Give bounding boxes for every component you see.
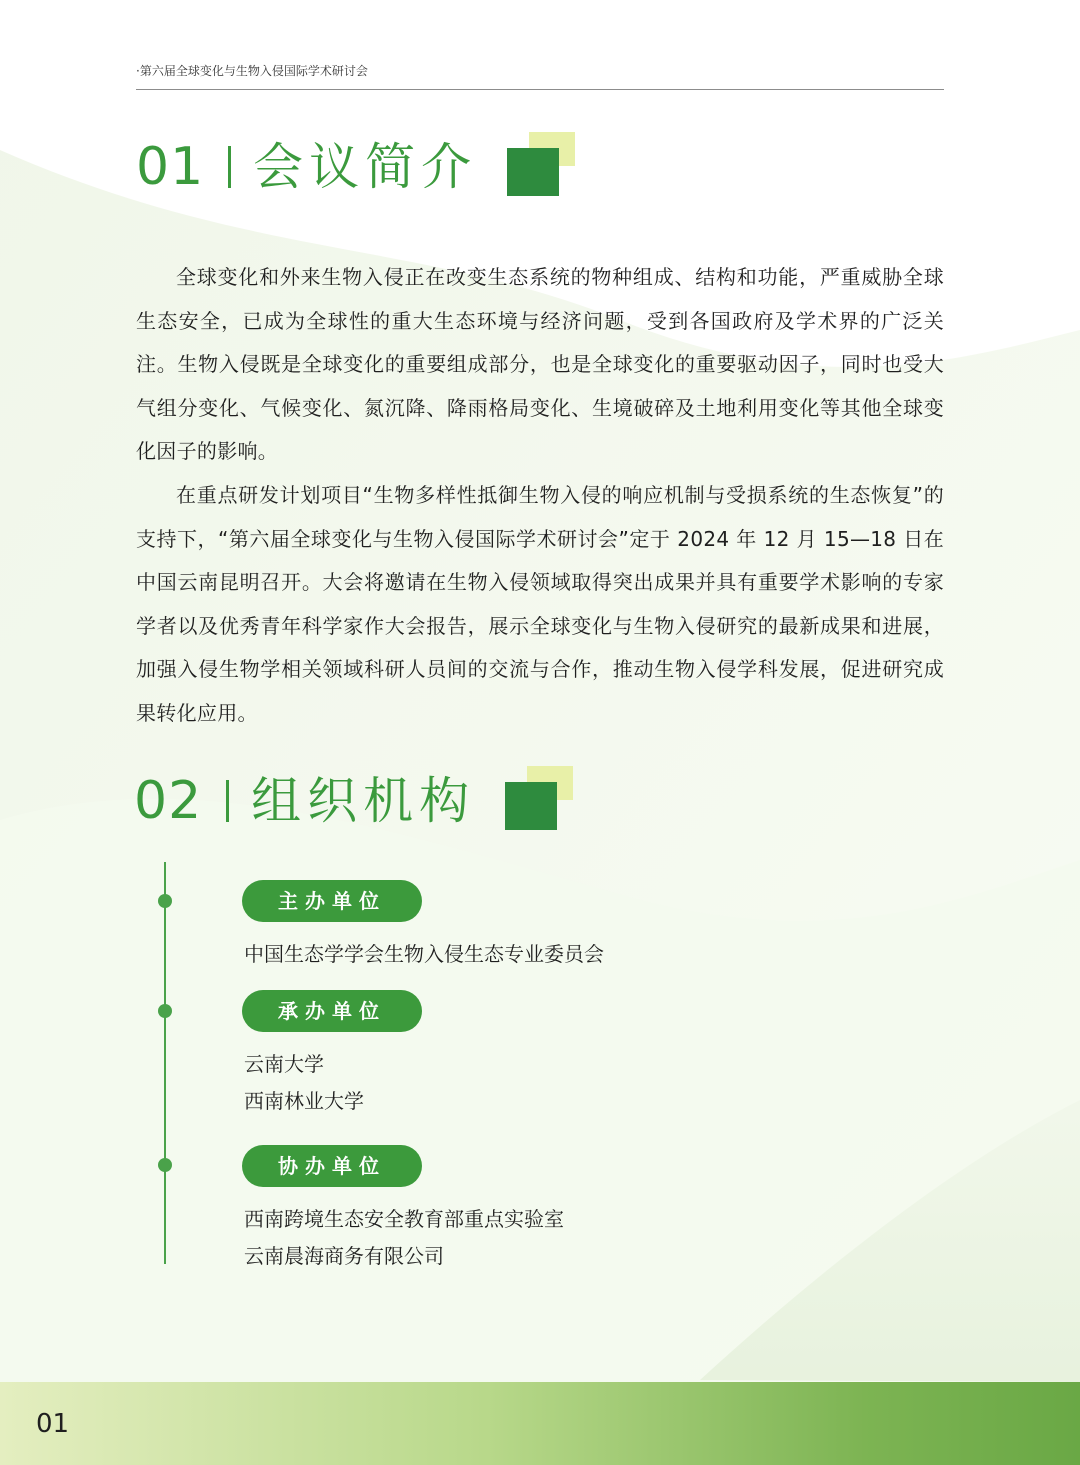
- timeline-dot: [158, 1158, 172, 1172]
- heading-separator: [228, 146, 231, 188]
- section-heading-intro: [136, 132, 577, 202]
- decorative-squares: [505, 766, 575, 836]
- timeline-dot: [158, 1004, 172, 1018]
- organizer-organization: 西南林业大学: [244, 1089, 364, 1113]
- section-title: 会议简介: [253, 138, 478, 196]
- timeline-dot: [158, 894, 172, 908]
- header-divider: [136, 89, 944, 90]
- page-number: 01: [36, 1409, 70, 1439]
- organizer-organization: 云南大学: [244, 1052, 324, 1076]
- dark-square: [507, 148, 559, 196]
- header-title: ·第六届全球变化与生物入侵国际学术研讨会: [136, 64, 368, 78]
- intro-body: [136, 256, 944, 736]
- section-heading-organization: [134, 766, 575, 836]
- decorative-squares: [507, 132, 577, 202]
- intro-paragraph: 在重点研发计划项目“生物多样性抵御生物入侵的响应机制与受损系统的生态恢复”的支持下，“第六届全球变化与生物入侵国际学术研讨会”定于 2024 年 12 月 15—18 日在中国云南昆明召开。大会将邀请在生物入侵领域取得突出成果并具有重要学术影响的专家学者以及优秀青年科学家作大会报告，展示全球变化与生物入侵研究的最新成果和进展，加强入侵生物学相关领域科研人员间的交流与合作，推动生物入侵学科发展，促进研究成果转化应用。: [136, 482, 944, 725]
- intro-paragraph: 全球变化和外来生物入侵正在改变生态系统的物种组成、结构和功能，严重威胁全球生态安全，已成为全球性的重大生态环境与经济问题，受到各国政府及学术界的广泛关注。生物入侵既是全球变化的重要组成部分，也是全球变化的重要驱动因子，同时也受大气组分变化、气候变化、氮沉降、降雨格局变化、生境破碎及土地利用变化等其他全球变化因子的影响。: [136, 265, 944, 464]
- co-organizer-organization: 云南晨海商务有限公司: [244, 1244, 444, 1268]
- section-title: 组织机构: [251, 772, 476, 830]
- section-number: 01: [136, 137, 205, 197]
- heading-separator: [226, 780, 229, 822]
- organizer-label-badge: 承办单位: [242, 990, 422, 1032]
- section-number: 02: [134, 771, 203, 831]
- host-organization: 中国生态学学会生物入侵生态专业委员会: [244, 942, 604, 966]
- co-organizer-organization: 西南跨境生态安全教育部重点实验室: [244, 1207, 564, 1231]
- timeline-line: [164, 862, 166, 1264]
- dark-square: [505, 782, 557, 830]
- host-label-badge: 主办单位: [242, 880, 422, 922]
- footer-band: [0, 1382, 1080, 1465]
- co-organizer-label-badge: 协办单位: [242, 1145, 422, 1187]
